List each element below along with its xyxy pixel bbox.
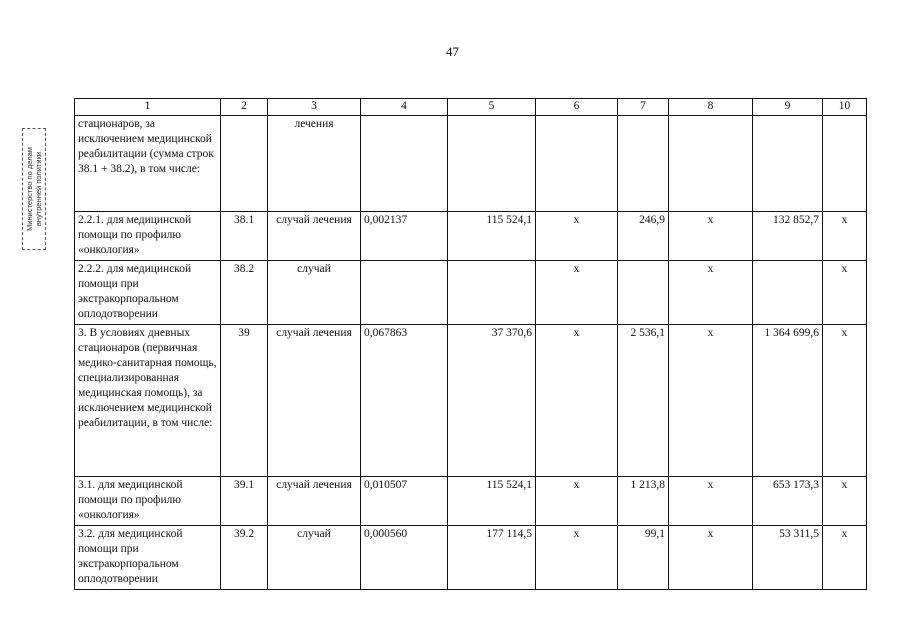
- row-label: стационаров, за исключением медицинской реабилитации (сумма строк 38.1 + 38.2), в том числе:: [75, 116, 221, 212]
- row-label: 2.2.2. для медицинской помощи при экстракорпоральном оплодотворении: [75, 261, 221, 325]
- row-col-4: 0,067863: [361, 325, 448, 477]
- row-col-6: х: [536, 477, 618, 526]
- row-code: 38.2: [221, 261, 268, 325]
- row-col-5: [448, 116, 536, 212]
- row-unit: случай: [268, 526, 361, 590]
- row-col-8: х: [669, 212, 753, 261]
- row-label: 3. В условиях дневных стационаров (первичная медико-санитарная помощь, специализированная медицинская помощь), за исключением медицинской реабилитации, в том числе:: [75, 325, 221, 477]
- row-unit: случай: [268, 261, 361, 325]
- row-code: 39.2: [221, 526, 268, 590]
- row-col-4: 0,000560: [361, 526, 448, 590]
- row-col-8: х: [669, 526, 753, 590]
- row-col-9: 132 852,7: [753, 212, 823, 261]
- row-code: [221, 116, 268, 212]
- row-col-9: [753, 116, 823, 212]
- row-col-10: х: [823, 261, 867, 325]
- row-unit: случай лечения: [268, 477, 361, 526]
- row-col-6: х: [536, 261, 618, 325]
- row-col-4: [361, 261, 448, 325]
- row-col-10: х: [823, 526, 867, 590]
- table-row: [75, 477, 867, 526]
- row-col-9: [753, 261, 823, 325]
- header-cell-10: 10: [823, 99, 867, 116]
- row-unit: случай лечения: [268, 325, 361, 477]
- side-stamp-text: [25, 147, 43, 231]
- row-col-7: 2 536,1: [618, 325, 669, 477]
- row-code: 39.1: [221, 477, 268, 526]
- data-table: [74, 98, 867, 590]
- row-col-8: [669, 116, 753, 212]
- header-cell-5: 5: [448, 99, 536, 116]
- row-code: 38.1: [221, 212, 268, 261]
- table-row: [75, 116, 867, 212]
- row-col-4: 0,002137: [361, 212, 448, 261]
- header-cell-7: 7: [618, 99, 669, 116]
- row-col-10: [823, 116, 867, 212]
- row-label: 2.2.1. для медицинской помощи по профилю «онкология»: [75, 212, 221, 261]
- table-row: [75, 212, 867, 261]
- row-col-8: х: [669, 261, 753, 325]
- row-unit: случай лечения: [268, 212, 361, 261]
- row-label: 3.2. для медицинской помощи при экстракорпоральном оплодотворении: [75, 526, 221, 590]
- row-col-5: 37 370,6: [448, 325, 536, 477]
- header-cell-6: 6: [536, 99, 618, 116]
- side-stamp-line-1: Министерство по делам: [25, 147, 34, 231]
- row-col-5: 177 114,5: [448, 526, 536, 590]
- page-number: 47: [446, 44, 459, 59]
- row-col-7: 1 213,8: [618, 477, 669, 526]
- row-unit: лечения: [268, 116, 361, 212]
- table-row: [75, 526, 867, 590]
- row-col-9: 1 364 699,6: [753, 325, 823, 477]
- header-cell-4: 4: [361, 99, 448, 116]
- row-label: 3.1. для медицинской помощи по профилю «онкология»: [75, 477, 221, 526]
- table-row: [75, 261, 867, 325]
- table-row: [75, 325, 867, 477]
- row-col-4: [361, 116, 448, 212]
- row-col-10: х: [823, 325, 867, 477]
- side-stamp-line-2: внутренней политики: [34, 151, 43, 227]
- row-code: 39: [221, 325, 268, 477]
- row-col-4: 0,010507: [361, 477, 448, 526]
- header-row: [75, 99, 867, 116]
- header-cell-8: 8: [669, 99, 753, 116]
- row-col-5: 115 524,1: [448, 212, 536, 261]
- row-col-10: х: [823, 477, 867, 526]
- header-cell-3: 3: [268, 99, 361, 116]
- row-col-6: [536, 116, 618, 212]
- row-col-7: [618, 116, 669, 212]
- row-col-8: х: [669, 325, 753, 477]
- row-col-9: 53 311,5: [753, 526, 823, 590]
- header-cell-1: 1: [75, 99, 221, 116]
- row-col-5: [448, 261, 536, 325]
- row-col-9: 653 173,3: [753, 477, 823, 526]
- row-col-6: х: [536, 325, 618, 477]
- row-col-8: х: [669, 477, 753, 526]
- row-col-7: 246,9: [618, 212, 669, 261]
- row-col-7: 99,1: [618, 526, 669, 590]
- row-col-5: 115 524,1: [448, 477, 536, 526]
- row-col-7: [618, 261, 669, 325]
- row-col-6: х: [536, 212, 618, 261]
- header-cell-9: 9: [753, 99, 823, 116]
- row-col-10: х: [823, 212, 867, 261]
- side-stamp: [22, 128, 46, 250]
- header-cell-2: 2: [221, 99, 268, 116]
- row-col-6: х: [536, 526, 618, 590]
